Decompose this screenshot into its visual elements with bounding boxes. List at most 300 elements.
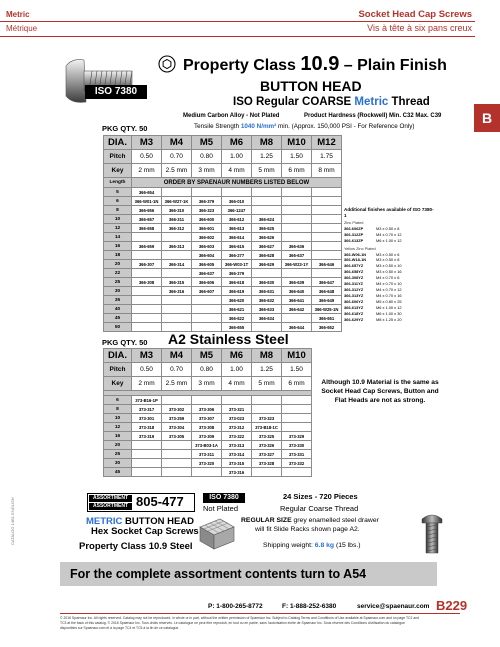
part-number-cell [192, 296, 222, 305]
part-number-cell [222, 396, 252, 405]
table-row [104, 206, 342, 215]
length-cell: 5 [104, 188, 132, 197]
shipping-weight [263, 542, 361, 549]
table-row [104, 450, 312, 459]
yellow-list [344, 252, 436, 323]
title-prefix: Property Class [183, 57, 301, 74]
part-number-cell: 373-B03-1A [192, 441, 222, 450]
pitch-value: 0.80 [192, 363, 222, 377]
part-number-cell [252, 396, 282, 405]
table-row [104, 468, 312, 477]
table-row [104, 269, 342, 278]
finish-part-number: 366-657YZ [344, 263, 364, 269]
footer-phone: P: 1-800-265-8772 [208, 603, 263, 610]
part-number-cell [282, 396, 312, 405]
part-number-cell [252, 405, 282, 414]
stainless-rows [104, 396, 312, 477]
header-rule-bottom [0, 36, 475, 37]
header-rule-top [0, 21, 475, 22]
part-number-cell: 366-658 [132, 224, 162, 233]
part-number-cell: 366-620 [222, 296, 252, 305]
stainless-title: A2 Stainless Steel [168, 331, 289, 347]
iso-badge: ISO 7380 [85, 85, 147, 99]
part-number-cell [132, 450, 162, 459]
part-number-cell: 366-654 [132, 188, 162, 197]
tensile-line [194, 123, 415, 130]
part-number-cell: 366-634 [252, 314, 282, 323]
pitch-value: 1.25 [252, 150, 282, 164]
part-number-cell: 366-316 [162, 287, 192, 296]
part-number-cell: 366-627 [252, 242, 282, 251]
additional-finishes [344, 207, 436, 322]
part-number-cell: 366-628 [252, 251, 282, 260]
table-row [104, 432, 312, 441]
assortment-iso-badge: ISO 7380 [203, 493, 245, 503]
part-number-cell: 366-655 [222, 323, 252, 332]
part-number-cell: 366-659 [132, 242, 162, 251]
length-cell: 14 [104, 233, 132, 242]
part-number-cell [192, 188, 222, 197]
part-number-cell [192, 305, 222, 314]
size-header: M8 [252, 349, 282, 363]
finish-item [344, 317, 436, 323]
part-number-cell: 366-640 [282, 287, 312, 296]
size-header: M4 [162, 136, 192, 150]
length-cell: 6 [104, 197, 132, 206]
part-number-cell [192, 396, 222, 405]
part-number-cell: 366-625 [252, 224, 282, 233]
size-header: M12 [312, 136, 342, 150]
part-number-cell: 373-B16-1P [132, 396, 162, 405]
part-number-cell: 373-305 [162, 432, 192, 441]
finish-part-number: 366-613YZ [344, 304, 364, 310]
part-number-cell: 373-320 [192, 459, 222, 468]
part-number-cell [132, 251, 162, 260]
pitch-value: 1.50 [282, 150, 312, 164]
finish-size: M6 x 1.00 x 12 [376, 237, 402, 243]
length-cell: 18 [104, 251, 132, 260]
part-number-cell: 373-302 [162, 405, 192, 414]
part-number-cell [252, 206, 282, 215]
part-number-cell [132, 296, 162, 305]
table-row [104, 215, 342, 224]
finish-size: M4 x 0.70 x 12 [376, 286, 402, 292]
finish-size: M5 x 0.80 x 25 [376, 298, 402, 304]
table-row [104, 188, 342, 197]
zinc-label: Zinc Plated [344, 220, 364, 225]
assortment-metric-word: METRIC [86, 516, 123, 527]
key-value: 4 mm [222, 164, 252, 178]
part-number-cell: 373-321 [222, 405, 252, 414]
length-cell: 45 [104, 314, 132, 323]
pitch-value: 0.70 [162, 150, 192, 164]
part-number-cell: 366-656 [132, 206, 162, 215]
part-number-cell: 366-614 [222, 233, 252, 242]
part-number-cell: 373-319 [132, 432, 162, 441]
finish-part-number: 366-658YZ [344, 269, 364, 275]
part-number-cell [192, 314, 222, 323]
page-number: B229 [436, 598, 468, 613]
length-cell: 35 [104, 296, 132, 305]
class-10-9-rows [104, 188, 342, 332]
part-number-cell [282, 314, 312, 323]
finish-part-number: 366-313YZ [344, 292, 364, 298]
part-number-cell [132, 459, 162, 468]
size-header: M3 [132, 136, 162, 150]
part-number-cell: 373-327 [252, 450, 282, 459]
part-number-cell: 366-636 [282, 242, 312, 251]
title-class-number: 10.9 [300, 53, 340, 75]
part-number-cell: 373-312 [222, 423, 252, 432]
part-number-cell [282, 269, 312, 278]
size-header: M4 [162, 349, 192, 363]
part-number-cell: 366-W23-1Y [282, 260, 312, 269]
length-cell: 40 [104, 305, 132, 314]
part-number-cell [282, 206, 312, 215]
length-cell: 12 [104, 423, 132, 432]
part-number-cell: 373-317 [132, 405, 162, 414]
length-label: Length [104, 178, 132, 188]
finish-size: M8 x 1.25 x 20 [376, 316, 402, 322]
finish-part-number: 366-613ZP [344, 237, 364, 243]
key-label: Key [104, 377, 132, 391]
part-number-cell: 366-313 [162, 242, 192, 251]
assortment-sizes: 24 Sizes - 720 Pieces [283, 492, 358, 501]
thread-metric: Metric [354, 96, 389, 108]
part-number-cell: 366-277 [222, 251, 252, 260]
part-number-cell: 366-637 [282, 251, 312, 260]
part-number-cell: 366-612 [222, 215, 252, 224]
key-value: 3 mm [192, 377, 222, 391]
part-number-cell: 373-325 [252, 432, 282, 441]
finish-size: M4 x 0.70 x 16 [376, 292, 402, 298]
part-number-cell: 373-318 [132, 423, 162, 432]
key-value: 4 mm [222, 377, 252, 391]
part-number-cell: 373-313 [222, 441, 252, 450]
table-row [104, 242, 342, 251]
strength-note: Although 10.9 Material is the same as Socket Head Cap Screws, Button and Flat Heads are not as strong. [321, 379, 439, 404]
length-cell: 50 [104, 323, 132, 332]
part-number-cell: 366-W27-1K [162, 197, 192, 206]
finish-part-number: 366-W18-1N [344, 257, 367, 263]
part-number-cell: 366-323 [192, 206, 222, 215]
drawer-line1 [241, 517, 379, 524]
yellow-label: Yellow Zinc Plated [344, 245, 376, 251]
pitch-label: Pitch [104, 363, 132, 377]
key-value: 5 mm [252, 164, 282, 178]
finish-label: Medium Carbon Alloy - Not Plated [183, 113, 280, 119]
pkg-qty: PKG QTY. 50 [102, 124, 148, 133]
part-number-cell [312, 188, 342, 197]
title-suffix: – Plain Finish [339, 57, 447, 74]
finish-part-number: 366-W06-1N [344, 251, 367, 257]
part-number-cell: 366-279 [222, 269, 252, 278]
part-number-cell: 373-323 [252, 414, 282, 423]
class-10-9-table [103, 135, 342, 332]
part-number-cell [132, 287, 162, 296]
ship-value: 6.8 kg [314, 542, 335, 549]
key-value: 5 mm [252, 377, 282, 391]
finish-size: M3 x 0.50 x 8 [376, 225, 400, 231]
part-number-cell [162, 305, 192, 314]
part-number-cell: 366-606 [192, 278, 222, 287]
part-number-cell: 366-600 [192, 215, 222, 224]
table-row [104, 224, 342, 233]
length-cell: 22 [104, 269, 132, 278]
footer-email[interactable]: service@spaenaur.com [357, 603, 430, 610]
assortment-banner[interactable]: For the complete assortment contents turn to A54 [60, 562, 437, 586]
part-number-cell [222, 188, 252, 197]
footer-fax: F: 1-888-252-6380 [282, 603, 337, 610]
pitch-value: 1.00 [222, 363, 252, 377]
part-number-cell [162, 233, 192, 242]
pitch-value: 0.80 [192, 150, 222, 164]
size-header: M8 [252, 136, 282, 150]
key-value: 3 mm [192, 164, 222, 178]
key-value: 2 mm [132, 377, 162, 391]
finish-size: M3 x 0.50 x 6 [376, 251, 400, 257]
copyright-2: TC3 at the back of this catalog. © 2016 Spaenaur Inc. Tous droits réservés. Le catalogue ne peut être reproduit, en tout ou en partie, sans l'autorisation écrite de Spaenaur Inc. Sous réserve des Conditions d'utilisation du catalogue [60, 621, 405, 625]
thread-pre: ISO Regular COARSE [233, 96, 355, 108]
part-number-cell [162, 441, 192, 450]
copyright-1: © 2016 Spaenaur Inc. All rights reserved. Catalog may not be reproduced, in whole or in part, without the written permission of Spaenaur Inc. Subject to Catalog Terms and Conditions of Use available at Spaenaur.com and on page TC2 and [60, 616, 419, 620]
part-number-cell: 366-603 [192, 242, 222, 251]
part-number-cell [252, 197, 282, 206]
part-number-cell [282, 215, 312, 224]
part-number-cell: 366-311 [162, 215, 192, 224]
part-number-cell [282, 233, 312, 242]
product-subtitle: BUTTON HEAD [260, 78, 362, 94]
finish-item [344, 238, 436, 244]
header-section-en: Metric [6, 10, 30, 19]
length-cell: 45 [104, 468, 132, 477]
dia-label: DIA. [104, 349, 132, 363]
part-number-cell: 373-315 [222, 459, 252, 468]
part-number-cell: 366-310 [162, 206, 192, 215]
hardness-label: Product Hardness (Rockwell) Min. C32 Max. C39 [304, 113, 442, 119]
size-header: M3 [132, 349, 162, 363]
part-number-cell: 366-619 [222, 287, 252, 296]
part-number-cell [282, 188, 312, 197]
part-number-cell [162, 314, 192, 323]
table-row [104, 314, 342, 323]
header-title-en: Socket Head Cap Screws [358, 9, 472, 20]
size-header: M5 [192, 349, 222, 363]
table-row [104, 287, 342, 296]
part-number-cell [162, 251, 192, 260]
length-cell: 20 [104, 260, 132, 269]
length-cell: 8 [104, 206, 132, 215]
part-number-cell [162, 188, 192, 197]
size-header: M6 [222, 349, 252, 363]
part-number-cell [282, 468, 312, 477]
assortment-name-line2: Hex Socket Cap Screws [91, 526, 199, 537]
part-number-cell: 366-637 [192, 269, 222, 278]
part-number-cell: 366-307 [132, 260, 162, 269]
table-row [104, 441, 312, 450]
finish-size: M6 x 1.00 x 30 [376, 310, 402, 316]
part-number-cell: 373-326 [252, 441, 282, 450]
part-number-cell: 366-641 [282, 296, 312, 305]
finish-part-number: 366-312ZP [344, 231, 364, 237]
size-header: M10 [282, 136, 312, 150]
tensile-pre: Tensile Strength [194, 123, 241, 130]
part-number-cell [162, 396, 192, 405]
part-number-cell: 366-648 [312, 287, 342, 296]
key-value: 6 mm [282, 377, 312, 391]
table-row [104, 233, 342, 242]
size-header: M5 [192, 136, 222, 150]
part-number-cell [162, 450, 192, 459]
part-number-cell [132, 314, 162, 323]
finish-part-number: 366-606YZ [344, 298, 364, 304]
pitch-value: 1.00 [222, 150, 252, 164]
part-number-cell: 373-330 [282, 441, 312, 450]
copyright-3: disponibles sur Spaenaur.com et à la page TC4 et TC5 à la fin de ce catalogue. [60, 626, 180, 630]
key-value: 6 mm [282, 164, 312, 178]
part-number-cell: 373-023 [222, 414, 252, 423]
key-label: Key [104, 164, 132, 178]
part-number-cell: 373-B18-1C [252, 423, 282, 432]
part-number-cell: 373-307 [192, 414, 222, 423]
part-number-cell: 373-301 [132, 414, 162, 423]
key-value: 2.5 mm [162, 164, 192, 178]
part-number-cell: 366-642 [282, 305, 312, 314]
assortment-label-1: ASSORTMENT [89, 495, 132, 502]
assortment-button-head: BUTTON HEAD [122, 516, 195, 527]
tensile-value: 1040 N/mm² [240, 123, 277, 130]
finish-size: M4 x 0.70 x 6 [376, 275, 400, 281]
pitch-value: 0.50 [132, 363, 162, 377]
part-number-cell [162, 296, 192, 305]
part-number-cell: 366-618 [222, 278, 252, 287]
table-row [104, 278, 342, 287]
table-row [104, 459, 312, 468]
table-row [104, 260, 342, 269]
finish-size: M3 x 0.50 x 16 [376, 269, 402, 275]
part-number-cell: 373-304 [162, 423, 192, 432]
part-number-cell: 373-306 [192, 405, 222, 414]
part-number-cell: 366-639 [282, 278, 312, 287]
part-number-cell: 373-332 [282, 459, 312, 468]
key-value: 2 mm [132, 164, 162, 178]
assortment-drawer-image [196, 517, 236, 551]
part-number-cell: 366-646 [312, 260, 342, 269]
part-number-cell [312, 233, 342, 242]
part-number-cell: 366-1247 [222, 206, 252, 215]
assortment-not-plated: Not Plated [203, 504, 239, 513]
table-row [104, 251, 342, 260]
stainless-pkg-qty: PKG QTY. 50 [102, 338, 148, 347]
part-number-cell: 366-624 [252, 215, 282, 224]
part-number-cell: 366-315 [162, 278, 192, 287]
part-number-cell: 366-644 [282, 323, 312, 332]
part-number-cell [252, 468, 282, 477]
part-number-cell: 373-316 [222, 468, 252, 477]
table-row [104, 197, 342, 206]
part-number-cell: 366-615 [222, 242, 252, 251]
part-number-cell: 366-601 [192, 224, 222, 233]
pitch-value: 1.25 [252, 363, 282, 377]
part-number-cell: 366-622 [222, 314, 252, 323]
part-number-cell: 373-311 [192, 450, 222, 459]
side-catalog-text: CATALOG 14B1 ENGLISH [10, 497, 15, 545]
ship-post: (15 lbs.) [334, 542, 361, 549]
part-number-cell [282, 414, 312, 423]
part-number-cell: 366-631 [252, 287, 282, 296]
zinc-list [344, 226, 436, 244]
part-number-cell: 366-010 [222, 197, 252, 206]
finish-size: M4 x 0.70 x 10 [376, 281, 402, 287]
part-number-cell [162, 459, 192, 468]
section-tab[interactable]: B [474, 104, 500, 132]
order-by-label: ORDER BY SPAENAUR NUMBERS LISTED BELOW [132, 178, 342, 188]
button-head-screw-image [62, 56, 136, 108]
thread-line [233, 96, 430, 108]
key-value: 8 mm [312, 164, 342, 178]
finish-part-number: 366-618YZ [344, 310, 364, 316]
finish-part-number: 366-312YZ [344, 286, 364, 292]
part-number-cell: 366-308 [132, 278, 162, 287]
finish-size: M3 x 0.50 x 8 [376, 257, 400, 263]
part-number-cell: 366-647 [312, 278, 342, 287]
assortment-label-2: ASSORTMENT [89, 503, 132, 510]
part-number-cell: 366-W03-1T [222, 260, 252, 269]
header-title-fr: Vis à tête à six pans creux [367, 23, 472, 33]
part-number-cell [132, 323, 162, 332]
part-number-cell: 366-630 [252, 278, 282, 287]
part-number-cell: 366-649 [312, 296, 342, 305]
dia-label: DIA. [104, 136, 132, 150]
part-number-cell [312, 251, 342, 260]
key-value: 2.5 mm [162, 377, 192, 391]
finish-size: M3 x 0.50 x 10 [376, 263, 402, 269]
part-number-cell: 373-322 [222, 432, 252, 441]
table-row [104, 296, 342, 305]
part-number-cell [282, 224, 312, 233]
part-number-cell [282, 197, 312, 206]
assortment-coarse: Regular Coarse Thread [280, 504, 359, 513]
part-number-cell: 366-379 [192, 197, 222, 206]
part-number-cell: 366-657 [132, 215, 162, 224]
stainless-table [103, 348, 312, 477]
length-cell: 30 [104, 459, 132, 468]
length-cell: 25 [104, 450, 132, 459]
pitch-value: 0.70 [162, 363, 192, 377]
table-row [104, 414, 312, 423]
length-cell: 6 [104, 396, 132, 405]
length-cell: 10 [104, 414, 132, 423]
finishes-heading: Additional finishes available of ISO 7380-1 [344, 207, 434, 218]
finish-part-number: 366-308YZ [344, 275, 364, 281]
part-number-cell: 366-626 [252, 233, 282, 242]
part-number-cell: 373-309 [192, 432, 222, 441]
part-number-cell [312, 197, 342, 206]
part-number-cell [192, 468, 222, 477]
part-number-cell [252, 188, 282, 197]
part-number-cell: 373-331 [282, 450, 312, 459]
drawer-bold: REGULAR SIZE [241, 517, 292, 524]
table-row [104, 305, 342, 314]
assortment-number[interactable]: 805-477 [136, 494, 184, 509]
size-header: M6 [222, 136, 252, 150]
part-number-cell: 366-629 [252, 260, 282, 269]
part-number-cell [162, 269, 192, 278]
finish-size: M4 x 0.70 x 12 [376, 231, 402, 237]
tensile-post: min. (Approx. 150,000 PSI - For Reference Only) [276, 123, 415, 130]
part-number-cell [162, 468, 192, 477]
part-number-cell: 373-259 [162, 414, 192, 423]
